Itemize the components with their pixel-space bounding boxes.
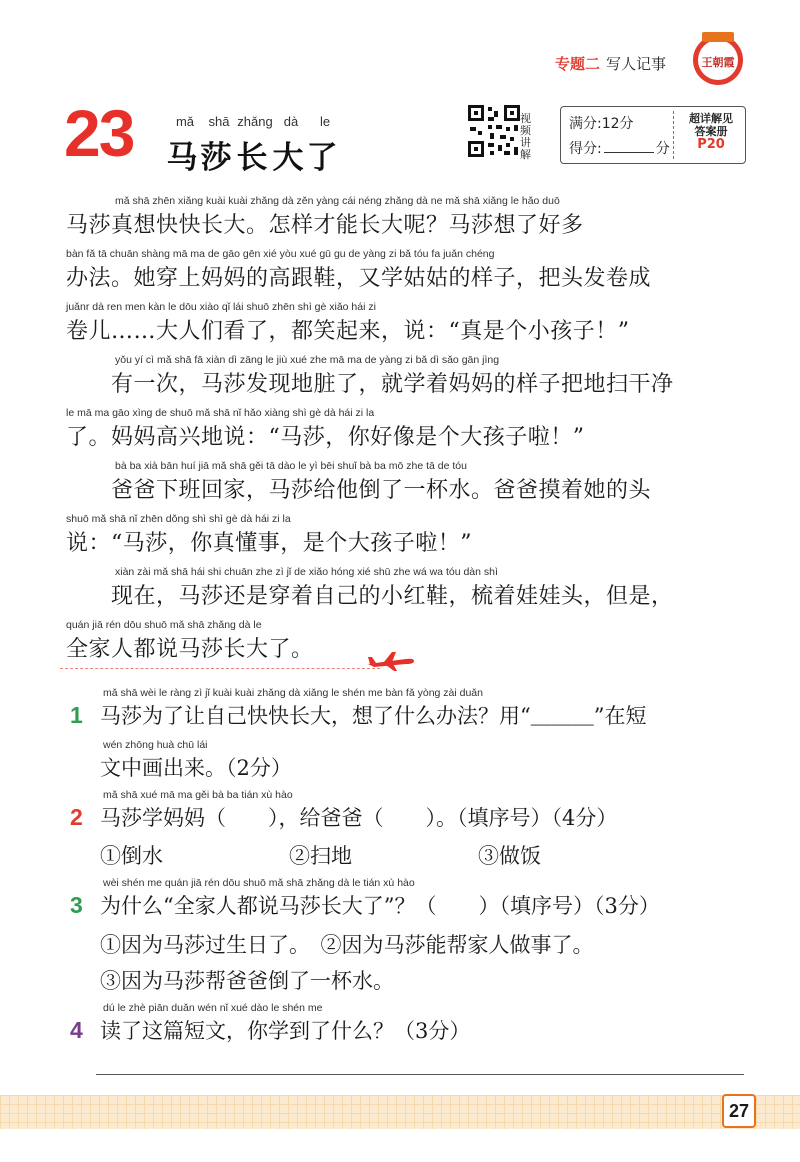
passage-pinyin: yǒu yí cì mǎ shā fā xiàn dì zāng le jiù xué zhe mā ma de yàng zi bǎ dì sǎo gān jìng (115, 354, 500, 366)
passage-line: 有一次，马莎发现地脏了，就学着妈妈的样子把地扫干净 (66, 372, 674, 397)
answer-page: P20 (697, 137, 725, 152)
title-pinyin (168, 114, 342, 129)
score-box (560, 106, 746, 164)
question-pinyin: mǎ shā wèi le ràng zì jǐ kuài kuài zhǎng dà xiǎng le shén me bàn fǎ yòng zài duǎn (103, 687, 483, 699)
question-text: 马莎为了让自己快快长大，想了什么办法？用“＿＿＿”在短 (100, 704, 647, 728)
question-options: ①因为马莎过生日了。 ②因为马莎能帮家人做事了。 (100, 933, 594, 957)
title-pinyin-syllable: shā (208, 114, 230, 129)
score-blank[interactable] (604, 152, 654, 153)
question-pinyin: mǎ shā xué mā ma gěi bà ba tián xù hào (103, 789, 293, 801)
answer-writing-line[interactable] (96, 1074, 744, 1075)
lesson-title (165, 132, 339, 177)
passage-line: 了。妈妈高兴地说：“马莎，你好像是个大孩子啦！” (66, 425, 585, 450)
title-pinyin-syllable: le (319, 114, 331, 129)
qr-code-icon[interactable] (466, 103, 522, 159)
section-divider (60, 668, 380, 669)
question-options: ①倒水 ②扫地 ③做饭 (100, 844, 541, 868)
score-divider (673, 111, 674, 159)
brand-logo-icon (690, 28, 746, 88)
passage-line: 卷儿……大人们看了，都笑起来，说：“真是个小孩子！” (66, 319, 630, 344)
lesson-number: 23 (64, 96, 134, 170)
title-char: 莎 (200, 140, 232, 176)
footer-grid-band (0, 1095, 800, 1129)
question-text[interactable]: 马莎学妈妈（ ），给爸爸（ ）。（填序号）（4分） (100, 806, 618, 830)
page-number: 27 (722, 1094, 756, 1128)
score-field[interactable] (569, 138, 670, 158)
passage-line: 全家人都说马莎长大了。 (66, 637, 314, 662)
passage-pinyin: xiàn zài mǎ shā hái shi chuān zhe zì jǐ de xiǎo hóng xié shū zhe wá wa tóu dàn shì (115, 566, 498, 578)
question-pinyin: wèi shén me quán jiā rén dōu shuō mǎ shā zhǎng dà le tián xù hào (103, 877, 415, 889)
airplane-icon (366, 650, 416, 672)
question-text[interactable]: 为什么“全家人都说马莎长大了”？（ ）（填序号）（3分） (100, 894, 660, 918)
passage-pinyin: mǎ shā zhēn xiǎng kuài kuài zhǎng dà zěn yàng cái néng zhǎng dà ne mǎ shā xiǎng le hǎo duō (115, 195, 560, 207)
passage-pinyin: le mā ma gāo xìng de shuō mǎ shā nǐ hǎo xiàng shì gè dà hái zi la (66, 407, 375, 419)
passage-pinyin: quán jiā rén dōu shuō mǎ shā zhǎng dà le (66, 619, 262, 631)
question-number: 3 (70, 892, 83, 918)
question-options: ③因为马莎帮爸爸倒了一杯水。 (100, 969, 394, 993)
title-pinyin-syllable: zhǎng (237, 114, 273, 129)
answer-line-2: 答案册 (694, 125, 728, 138)
topic-number: 专题二 (555, 55, 601, 73)
logo-text: 王朝霞 (701, 56, 735, 69)
question-number: 2 (70, 804, 83, 830)
question-pinyin: dú le zhè piān duǎn wén nǐ xué dào le shén me (103, 1002, 323, 1014)
passage-line: 说：“马莎，你真懂事，是个大孩子啦！” (66, 531, 472, 556)
answer-reference (679, 112, 743, 151)
passage-pinyin: bà ba xià bān huí jiā mǎ shā gěi tā dào le yì bēi shuǐ bà ba mō zhe tā de tóu (115, 460, 467, 472)
answer-line-1: 超详解见 (689, 112, 733, 125)
question-text: 文中画出来。（2分） (100, 756, 292, 780)
score-label: 得分: (569, 141, 602, 157)
topic-label (555, 53, 666, 74)
passage-line: 爸爸下班回家，马莎给他倒了一杯水。爸爸摸着她的头 (66, 478, 652, 503)
title-char: 大 (272, 140, 304, 176)
title-pinyin-syllable: mǎ (175, 114, 195, 129)
passage-pinyin: bàn fǎ tā chuān shàng mā ma de gāo gēn xié yòu xué gū gu de yàng zi bǎ tóu fa juǎn chéng (66, 248, 495, 260)
title-pinyin-syllable: dà (283, 114, 299, 129)
question-number: 1 (70, 702, 83, 728)
passage-pinyin: juǎnr dà ren men kàn le dōu xiào qǐ lái shuō zhēn shì gè xiǎo hái zi (66, 301, 376, 313)
passage-line: 办法。她穿上妈妈的高跟鞋，又学姑姑的样子，把头发卷成 (66, 266, 652, 291)
full-score-label: 满分:12分 (569, 116, 634, 132)
title-char: 马 (166, 140, 198, 176)
topic-subtitle: 写人记事 (606, 55, 667, 73)
score-unit: 分 (655, 141, 670, 157)
video-explain-label: 视频讲解 (520, 112, 531, 161)
passage-pinyin: shuō mǎ shā nǐ zhēn dǒng shì shì gè dà hái zi la (66, 513, 291, 525)
title-char: 长 (236, 140, 268, 176)
title-char: 了 (306, 140, 338, 176)
passage-line: 现在，马莎还是穿着自己的小红鞋，梳着娃娃头，但是， (66, 584, 674, 609)
question-number: 4 (70, 1017, 83, 1043)
question-pinyin: wén zhōng huà chū lái (103, 739, 208, 751)
passage-line: 马莎真想快快长大。怎样才能长大呢？马莎想了好多 (66, 213, 584, 238)
question-text: 读了这篇短文，你学到了什么？（3分） (100, 1019, 471, 1043)
